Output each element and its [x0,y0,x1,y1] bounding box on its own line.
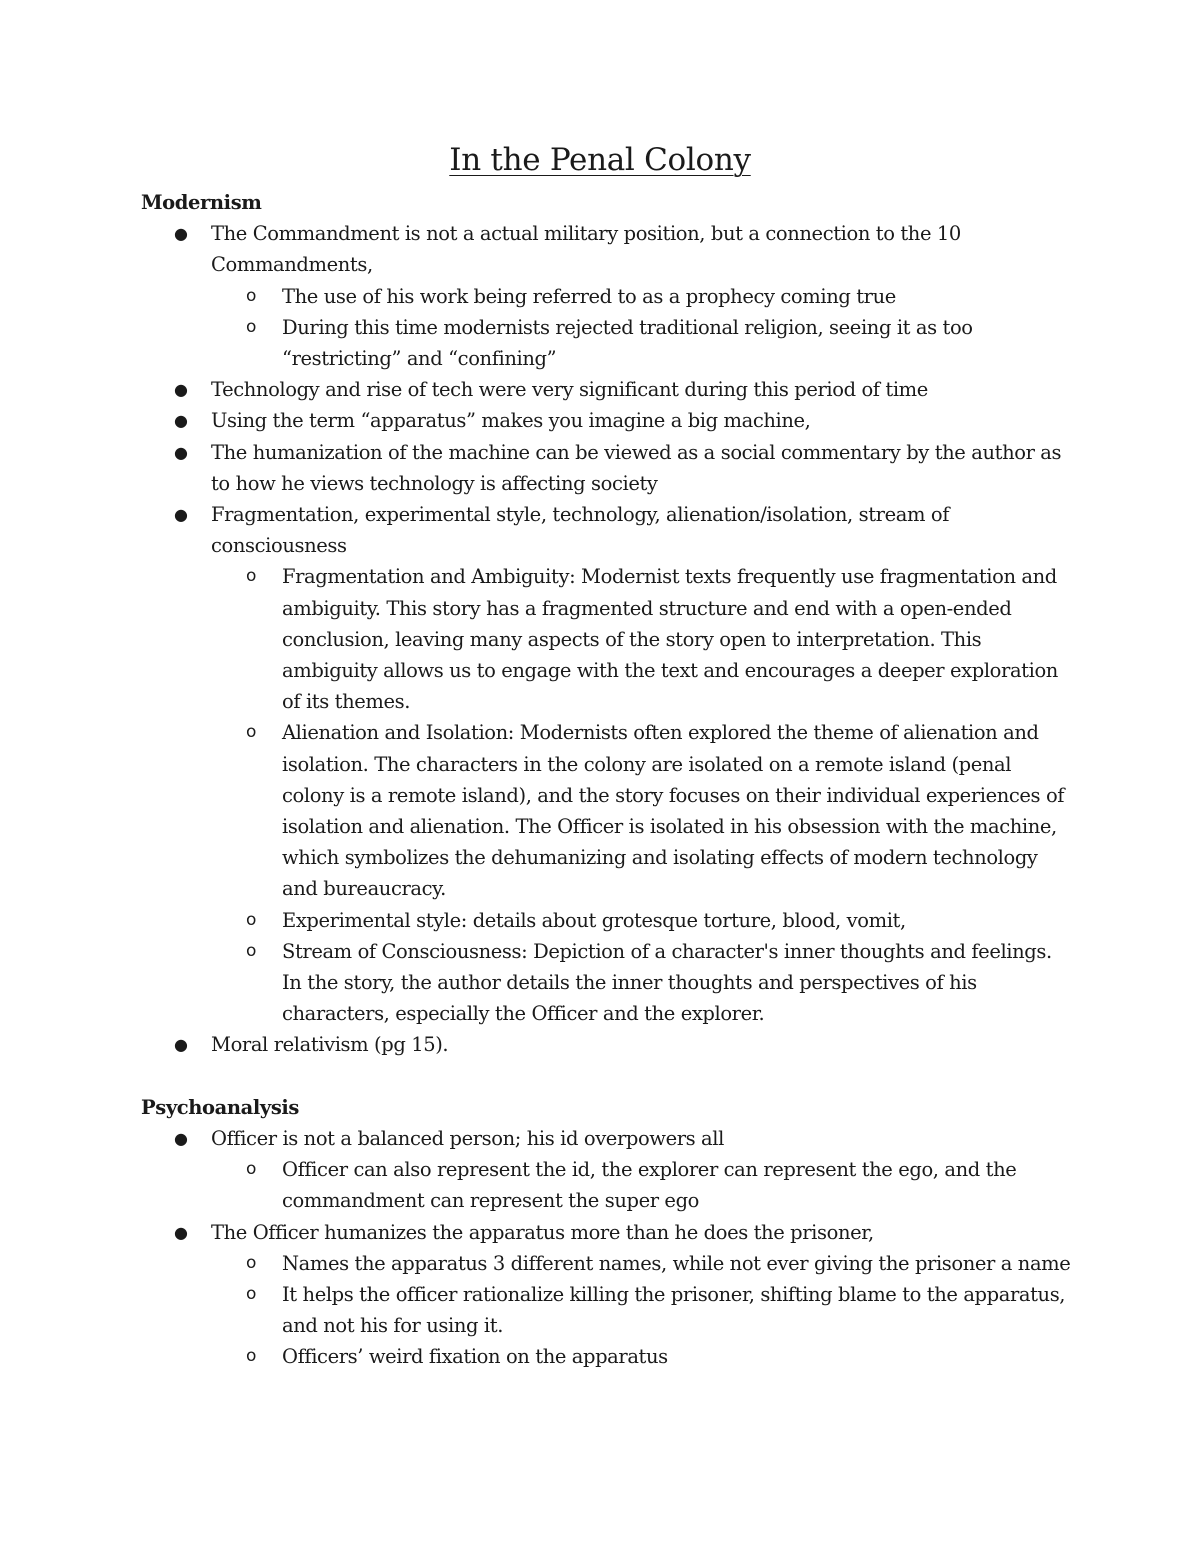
list-item-text: The Officer humanizes the apparatus more than he does the prisoner, [211,1220,874,1244]
sub-list-item-text: Fragmentation and Ambiguity: Modernist texts frequently use fragmentation and ambiguity. This story has a fragmented structure and end with a open-ended conclusion, leaving many aspects of the story open to interpretation. This ambiguity allows us to engage with the text and encourages a deeper exploration of its themes. [282,565,1058,714]
sub-bullet-circle-icon: o [246,909,257,930]
sub-list-item-text: Experimental style: details about grotesque torture, blood, vomit, [282,908,906,932]
section-heading: Modernism [141,191,262,214]
sub-list-item [246,561,1071,717]
list-item-text: The humanization of the machine can be viewed as a social commentary by the author as to how he views technology is affecting society [211,440,1062,495]
bullet-dot-icon: ● [174,442,188,462]
bullet-dot-icon: ● [174,1129,188,1149]
sub-list-item-text: Officers’ weird fixation on the apparatus [282,1345,668,1369]
list-item [174,1123,1071,1217]
sub-list-item-text: The use of his work being referred to as a prophecy coming true [282,284,896,308]
bullet-dot-icon: ● [174,380,188,400]
list-item [174,405,1071,436]
sub-bullet-circle-icon: o [246,1346,257,1367]
sub-list-item [246,281,1071,312]
bullet-dot-icon: ● [174,1222,188,1242]
sub-list-item-text: During this time modernists rejected traditional religion, seeing it as too “restricting” and “confining” [282,315,973,370]
list-item-text: Moral relativism (pg 15). [211,1033,449,1057]
sub-list-item-text: Alienation and Isolation: Modernists often explored the theme of alienation and isolation. The characters in the colony are isolated on a remote island (penal colony is a remote island), and the story focuses on their individual experiences of isolation and alienation. The Officer is isolated in his obsession with the machine, which symbolizes the dehumanizing and isolating effects of modern technology and bureaucracy. [282,721,1065,901]
sub-bullet-circle-icon: o [246,566,257,587]
list-item-text: Fragmentation, experimental style, technology, alienation/isolation, stream of consciousness [211,503,950,558]
bullet-dot-icon: ● [174,505,188,525]
list-item-text: The Commandment is not a actual military position, but a connection to the 10 Commandments, [211,222,961,277]
bullet-dot-icon: ● [174,224,188,244]
sub-list-item [246,717,1071,904]
sub-bullet-circle-icon: o [246,285,257,306]
sub-list-item [246,1341,1071,1372]
section-heading: Psychoanalysis [141,1095,299,1119]
list-item-text: Technology and rise of tech were very significant during this period of time [211,378,928,402]
list-item [174,437,1071,499]
section-spacer [141,1061,1071,1092]
sub-list-item [246,1279,1071,1341]
list-item-text: Officer is not a balanced person; his id overpowers all [211,1127,724,1151]
sub-list-item-text: It helps the officer rationalize killing the prisoner, shifting blame to the apparatus, and not his for using it. [282,1283,1066,1338]
sub-bullet-circle-icon: o [246,722,257,743]
sub-bullet-list [211,281,1071,375]
list-item [174,218,1071,374]
sub-bullet-circle-icon: o [246,316,257,337]
sub-bullet-list [211,561,1071,1029]
page-title: In the Penal Colony [449,142,751,178]
list-item [174,1217,1071,1373]
sub-list-item [246,1154,1071,1216]
bullet-dot-icon: ● [174,411,188,431]
bullet-list [141,1123,1071,1373]
list-item-text: Using the term “apparatus” makes you imagine a big machine, [211,409,811,433]
list-item [174,374,1071,405]
sub-bullet-list [211,1248,1071,1373]
sub-list-item-text: Names the apparatus 3 different names, while not ever giving the prisoner a name [282,1251,1071,1275]
sub-bullet-circle-icon: o [246,1252,257,1273]
sub-list-item [246,936,1071,1030]
sub-list-item [246,1248,1071,1279]
sub-bullet-list [211,1154,1071,1216]
list-item [174,1029,1071,1060]
list-item [174,499,1071,1029]
sub-bullet-circle-icon: o [246,1159,257,1180]
bullet-dot-icon: ● [174,1035,188,1055]
sub-bullet-circle-icon: o [246,940,257,961]
sub-bullet-circle-icon: o [246,1284,257,1305]
document-body [141,187,1071,1373]
sub-list-item [246,312,1071,374]
sub-list-item-text: Officer can also represent the id, the explorer can represent the ego, and the commandment can represent the super ego [282,1158,1017,1213]
sub-list-item-text: Stream of Consciousness: Depiction of a character's inner thoughts and feelings. In the story, the author details the inner thoughts and perspectives of his characters, especially the Officer and the explorer. [282,939,1052,1026]
bullet-list [141,218,1071,1060]
sub-list-item [246,905,1071,936]
